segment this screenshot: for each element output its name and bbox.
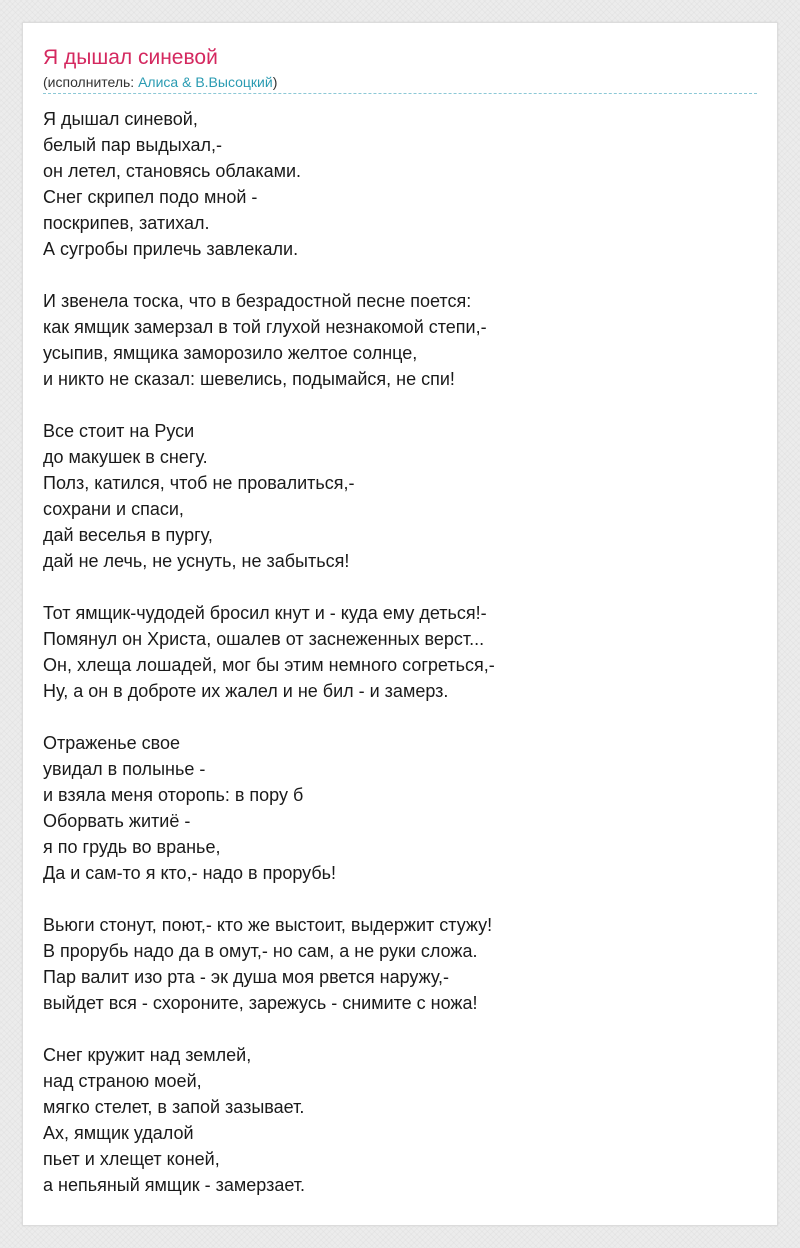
- lyric-line: Отраженье свое: [43, 733, 181, 753]
- lyric-line: Помянул он Христа, ошалев от заснеженных верст...: [43, 629, 485, 649]
- lyric-line: В прорубь надо да в омут,- но сам, а не руки сложа.: [43, 941, 478, 961]
- performer-info: [43, 73, 277, 91]
- lyric-line: как ямщик замерзал в той глухой незнакомой степи,-: [43, 317, 487, 337]
- song-title: Я дышал синевой: [43, 46, 218, 69]
- lyric-line: мягко стелет, в запой зазывает.: [43, 1097, 305, 1117]
- lyric-line: Да и сам-то я кто,- надо в прорубь!: [43, 863, 337, 883]
- lyrics-body: [43, 106, 495, 1198]
- performer-link[interactable]: Алиса & В.Высоцкий: [138, 74, 273, 90]
- lyric-line: и никто не сказал: шевелись, подымайся, не спи!: [43, 369, 455, 389]
- lyric-line: дай веселья в пургу,: [43, 525, 213, 545]
- lyrics-card: [22, 22, 778, 1226]
- stanza: [43, 418, 495, 574]
- lyric-line: усыпив, ямщика заморозило желтое солнце,: [43, 343, 418, 363]
- performer-prefix: (исполнитель:: [43, 74, 139, 90]
- lyric-line: Тот ямщик-чудодей бросил кнут и - куда ему деться!-: [43, 603, 487, 623]
- title-divider: [43, 93, 757, 94]
- lyric-line: и взяла меня оторопь: в пору б: [43, 785, 304, 805]
- lyric-line: Снег скрипел подо мной -: [43, 187, 258, 207]
- lyric-line: Ах, ямщик удалой: [43, 1123, 194, 1143]
- lyric-line: Полз, катился, чтоб не провалиться,-: [43, 473, 355, 493]
- lyric-line: белый пар выдыхал,-: [43, 135, 223, 155]
- lyric-line: Пар валит изо рта - эк душа моя рвется наружу,-: [43, 967, 450, 987]
- lyric-line: я по грудь во вранье,: [43, 837, 221, 857]
- stanza: [43, 912, 495, 1016]
- lyric-line: Все стоит на Руси: [43, 421, 195, 441]
- lyric-line: Снег кружит над землей,: [43, 1045, 252, 1065]
- lyric-line: пьет и хлещет коней,: [43, 1149, 220, 1169]
- lyric-line: Он, хлеща лошадей, мог бы этим немного согреться,-: [43, 655, 495, 675]
- lyric-line: над страною моей,: [43, 1071, 202, 1091]
- lyric-line: а непьяный ямщик - замерзает.: [43, 1175, 306, 1195]
- lyric-line: поскрипев, затихал.: [43, 213, 210, 233]
- stanza: [43, 288, 495, 392]
- lyric-line: Я дышал синевой,: [43, 109, 198, 129]
- performer-suffix: ): [272, 74, 278, 90]
- lyric-line: А сугробы прилечь завлекали.: [43, 239, 299, 259]
- stanza: [43, 106, 495, 262]
- lyric-line: Оборвать житиё -: [43, 811, 191, 831]
- lyric-line: дай не лечь, не уснуть, не забыться!: [43, 551, 350, 571]
- lyric-line: сохрани и спаси,: [43, 499, 184, 519]
- lyric-line: увидал в полынье -: [43, 759, 206, 779]
- lyric-line: он летел, становясь облаками.: [43, 161, 302, 181]
- lyric-line: Ну, а он в доброте их жалел и не бил - и замерз.: [43, 681, 449, 701]
- lyric-line: Вьюги стонут, поют,- кто же выстоит, выдержит стужу!: [43, 915, 493, 935]
- stanza: [43, 730, 495, 886]
- lyric-line: И звенела тоска, что в безрадостной песне поется:: [43, 291, 472, 311]
- stanza: [43, 1042, 495, 1198]
- stanza: [43, 600, 495, 704]
- lyric-line: выйдет вся - схороните, зарежусь - снимите с ножа!: [43, 993, 478, 1013]
- lyric-line: до макушек в снегу.: [43, 447, 208, 467]
